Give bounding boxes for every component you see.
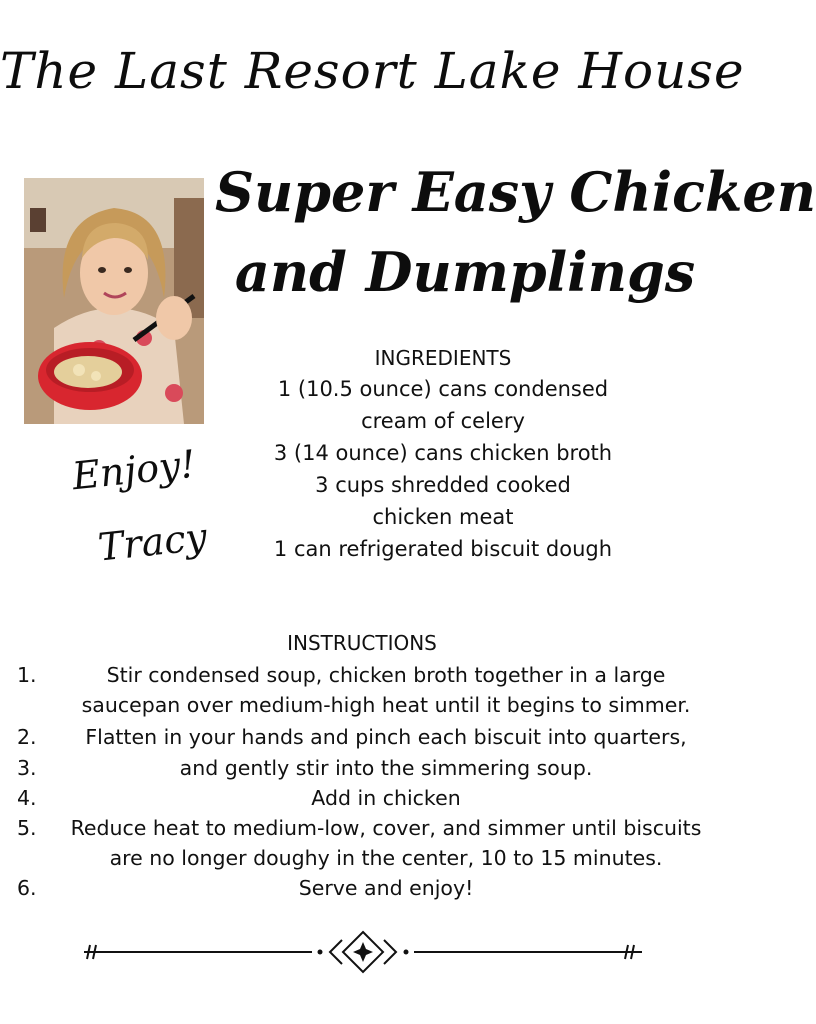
step-text: Add in chicken bbox=[311, 786, 461, 810]
instructions-heading: INSTRUCTIONS bbox=[287, 631, 437, 655]
ingredient-line: chicken meat bbox=[372, 505, 514, 529]
recipe-title-line-2: and Dumplings bbox=[234, 240, 696, 304]
step-text: Stir condensed soup, chicken broth together in a large bbox=[106, 663, 666, 687]
step-text: Serve and enjoy! bbox=[298, 876, 474, 900]
step-number: 5. bbox=[17, 816, 37, 840]
recipe-title-line-1: Super Easy Chicken bbox=[215, 160, 816, 224]
ingredient-line: 1 can refrigerated biscuit dough bbox=[273, 537, 613, 561]
step-number: 1. bbox=[17, 663, 37, 687]
ingredient-line: 3 (14 ounce) cans chicken broth bbox=[273, 441, 613, 465]
step-text: and gently stir into the simmering soup. bbox=[179, 756, 593, 780]
brand-title: The Last Resort Lake House bbox=[0, 42, 745, 100]
signoff-enjoy: Enjoy! bbox=[70, 441, 198, 499]
ingredient-line: 3 cups shredded cooked bbox=[315, 473, 571, 497]
author-photo bbox=[24, 178, 204, 424]
step-text: Reduce heat to medium-low, cover, and simmer until biscuits bbox=[70, 816, 702, 840]
ingredient-line: cream of celery bbox=[361, 409, 525, 433]
ingredient-line: 1 (10.5 ounce) cans condensed bbox=[277, 377, 609, 401]
step-number: 3. bbox=[17, 756, 37, 780]
signoff-name: Tracy bbox=[95, 514, 209, 570]
step-text: are no longer doughy in the center, 10 to 15 minutes. bbox=[109, 846, 663, 870]
step-number: 4. bbox=[17, 786, 37, 810]
ingredients-heading: INGREDIENTS bbox=[374, 346, 512, 370]
step-number: 2. bbox=[17, 725, 37, 749]
author-photo-illustration bbox=[24, 178, 204, 424]
step-text: Flatten in your hands and pinch each biscuit into quarters, bbox=[85, 725, 687, 749]
ornamental-divider bbox=[80, 928, 646, 976]
step-number: 6. bbox=[17, 876, 37, 900]
step-text: saucepan over medium-high heat until it begins to simmer. bbox=[81, 693, 691, 717]
